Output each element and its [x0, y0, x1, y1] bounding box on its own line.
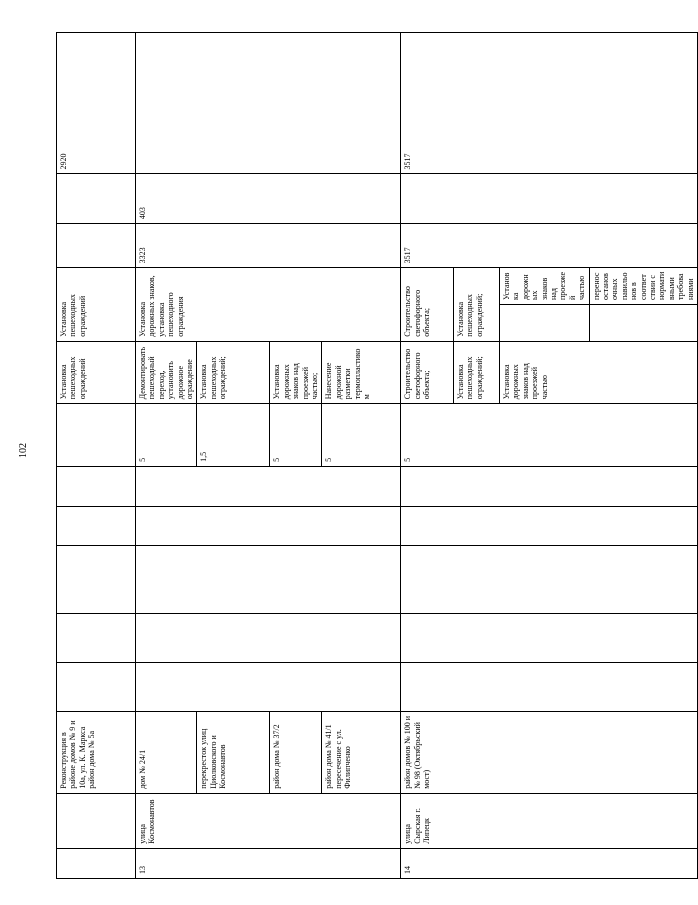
- measure-cell: [401, 341, 698, 404]
- measure-subtable: [401, 342, 697, 404]
- amount-cell: [401, 174, 698, 224]
- value-cell: 1,5: [197, 404, 270, 467]
- amount-cell: 3517: [401, 33, 698, 174]
- empty-cell: [401, 466, 698, 506]
- result-item-spacer: [589, 305, 697, 341]
- amount-cell: [57, 174, 136, 224]
- empty-cell: [57, 466, 136, 506]
- empty-cell: [57, 663, 136, 712]
- amount-cell: [57, 224, 136, 268]
- measure-cell: Установка пешеходных ограждений: [57, 341, 136, 404]
- street-cell: [57, 793, 136, 848]
- value-cell: 5: [270, 404, 322, 467]
- location-cell: Реконструкция в районе домов № 9 и 10а, ул. К. Маркса район дома № 5а: [57, 711, 136, 793]
- measure-item: Строительство светофорного объекта;: [401, 342, 453, 404]
- street-cell: улица Сырская г. Липецк: [401, 793, 698, 848]
- result-item-spacer: [499, 305, 589, 341]
- row-number-cell: 14: [401, 848, 698, 878]
- location-cell: дом № 24/1: [136, 711, 197, 793]
- value-cell: 5: [136, 404, 197, 467]
- measure-item: Установка пешеходных ограждений;: [453, 342, 499, 404]
- empty-cell: [136, 613, 401, 663]
- street-cell: улица Космонавтов: [136, 793, 401, 848]
- page-number: 102: [17, 442, 29, 458]
- table-row: [136, 33, 197, 879]
- empty-cell: [136, 506, 401, 545]
- value-cell: 5: [322, 404, 401, 467]
- result-cell: [401, 268, 698, 341]
- result-cell: Установка пешеходных ограждений: [57, 268, 136, 341]
- empty-cell: [401, 613, 698, 663]
- result-item: перенос остановочных павильонов в соответствии с нормативными требованиями: [589, 268, 697, 304]
- value-cell: [57, 404, 136, 467]
- result-cell: Установка дорожных знаков, установка пешеходного ограждения: [136, 268, 401, 341]
- empty-cell: [401, 663, 698, 712]
- result-item: Строительство светофорного объекта;: [401, 268, 453, 340]
- location-cell: район дома № 37/2: [270, 711, 322, 793]
- result-subtable: [401, 268, 697, 340]
- table-row: [401, 33, 698, 879]
- location-cell: район домов № 100 и № 98 (Октябрьский мост): [401, 711, 698, 793]
- result-item: Установка дорожных знаков над проезжей частью: [499, 268, 589, 304]
- location-cell: район дома № 41/1 пересечение с ул. Филипченко: [322, 711, 401, 793]
- measure-cell: Нанесение дорожной разметки термопластиком: [322, 341, 401, 404]
- measure-item: Установка дорожных знаков над проезжей частью: [501, 363, 549, 400]
- empty-cell: [57, 613, 136, 663]
- amount-cell: 3517: [401, 224, 698, 268]
- amount-cell: 2920: [57, 33, 136, 174]
- amount-cell: 403: [136, 174, 401, 224]
- empty-cell: [57, 545, 136, 613]
- empty-cell: [136, 545, 401, 613]
- measure-cell: Установка пешеходных ограждений;: [197, 341, 270, 404]
- empty-cell: [136, 663, 401, 712]
- empty-cell: [401, 545, 698, 613]
- location-cell: перекресток улиц Циолковского и Космонавтов: [197, 711, 270, 793]
- measure-cell: Установка дорожных знаков над проезжей частью;: [270, 341, 322, 404]
- amount-cell: [136, 33, 401, 174]
- measures-table: [56, 32, 698, 879]
- amount-cell: 3323: [136, 224, 401, 268]
- empty-cell: [57, 506, 136, 545]
- measure-cell: Демонтировать пешеходный переход, установить дорожное ограждение: [136, 341, 197, 404]
- value-cell: 5: [401, 404, 698, 467]
- row-number-cell: 13: [136, 848, 401, 878]
- table-row: [57, 33, 136, 879]
- empty-cell: [136, 466, 401, 506]
- result-item: Установка пешеходных ограждений;: [453, 268, 499, 340]
- empty-cell: [401, 506, 698, 545]
- row-number-cell: [57, 848, 136, 878]
- rotated-page: [56, 32, 695, 879]
